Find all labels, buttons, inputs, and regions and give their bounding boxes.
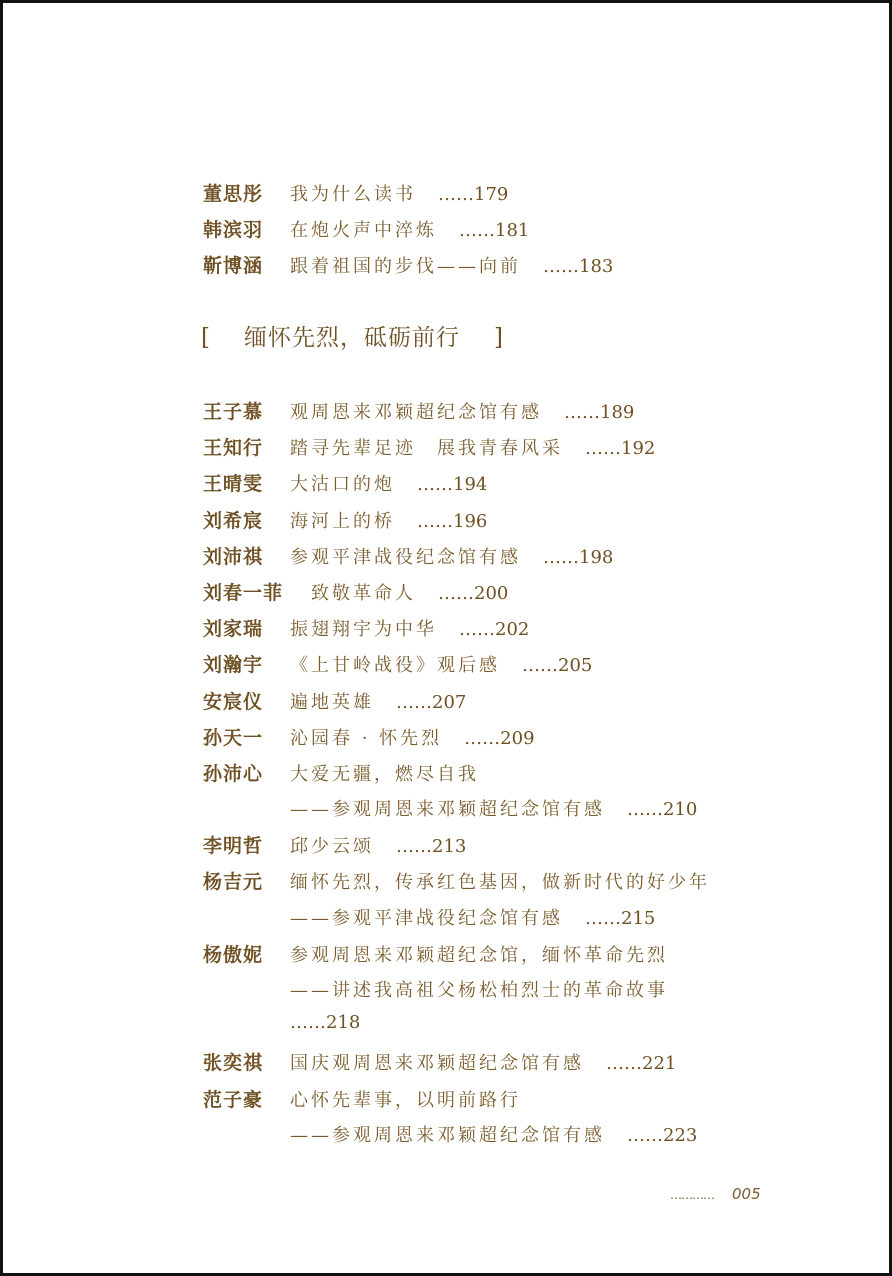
toc-entry-continuation [203, 795, 843, 831]
entry-page: ……198 [543, 546, 614, 568]
toc-top-list [203, 179, 823, 288]
entry-title: 跟着祖国的步伐——向前 [290, 256, 521, 278]
toc-entry [203, 215, 823, 251]
toc-entry [203, 179, 823, 215]
entry-page: ……218 [290, 1012, 361, 1034]
folio-dots: ………… [670, 1188, 714, 1202]
entry-page: ……194 [417, 474, 488, 496]
section-open-bracket: [ [201, 325, 210, 351]
entry-title: 踏寻先辈足迹 展我青春风采 [290, 438, 563, 460]
entry-title: 振翅翔宇为中华 [290, 619, 437, 641]
entry-page: ……200 [438, 582, 509, 604]
entry-title: 国庆观周恩来邓颖超纪念馆有感 [290, 1053, 584, 1075]
entry-author: 刘家瑞 [203, 618, 264, 641]
entry-subtitle: ——参观周恩来邓颖超纪念馆有感 [290, 1124, 605, 1146]
entry-subtitle: ——讲述我高祖父杨松柏烈士的革命故事 [290, 980, 668, 1001]
toc-entry [203, 614, 843, 650]
toc-entry [203, 650, 843, 686]
entry-subtitle: ——参观平津战役纪念馆有感 [290, 907, 563, 929]
entry-title: 心怀先辈事，以明前路行 [290, 1089, 521, 1111]
entry-subtitle: ——参观周恩来邓颖超纪念馆有感 [290, 799, 605, 821]
toc-entry [203, 542, 843, 578]
entry-title: 致敬革命人 [311, 582, 416, 604]
entry-page: ……181 [459, 220, 530, 242]
toc-entry [203, 687, 843, 723]
entry-author: 王子慕 [203, 401, 264, 423]
entry-author: 杨吉元 [203, 871, 264, 894]
entry-author: 安宸仪 [203, 690, 264, 713]
toc-entry [203, 251, 823, 287]
entry-page: ……221 [606, 1053, 677, 1075]
entry-title: 海河上的桥 [290, 510, 395, 532]
entry-page: ……210 [627, 799, 698, 821]
entry-title: 邱少云颂 [290, 836, 374, 858]
entry-author: 刘春一菲 [203, 581, 284, 604]
section-title: 缅怀先烈，砥砺前行 [243, 325, 460, 351]
entry-author: 刘沛祺 [203, 545, 264, 568]
entry-author: 王知行 [203, 437, 264, 460]
entry-page: ……196 [417, 510, 488, 532]
toc-main-list [203, 397, 843, 1157]
entry-author: 韩滨羽 [203, 219, 264, 242]
toc-entry [203, 433, 843, 469]
toc-entry-continuation [203, 904, 843, 940]
entry-page: ……213 [396, 836, 467, 858]
folio-number: 005 [732, 1185, 761, 1203]
entry-title: 大沽口的炮 [290, 474, 395, 496]
entry-author: 靳博涵 [203, 255, 264, 278]
entry-page: ……179 [438, 184, 509, 205]
entry-author: 刘瀚宇 [203, 654, 264, 677]
entry-title: 在炮火声中淬炼 [290, 220, 437, 242]
entry-title: 缅怀先烈，传承红色基因，做新时代的好少年 [290, 872, 710, 894]
entry-title: 参观周恩来邓颖超纪念馆，缅怀革命先烈 [290, 944, 668, 966]
toc-entry-continuation [203, 1012, 843, 1048]
entry-author: 孙天一 [203, 726, 264, 749]
entry-author: 张奕祺 [203, 1052, 264, 1075]
toc-entry [203, 940, 843, 976]
toc-entry-continuation [203, 976, 843, 1012]
entry-page: ……207 [396, 691, 467, 713]
section-close-bracket: ] [493, 325, 503, 351]
entry-page: ……223 [627, 1124, 698, 1146]
entry-title: 遍地英雄 [290, 691, 374, 713]
entry-page: ……192 [585, 438, 656, 460]
entry-page: ……205 [522, 655, 593, 677]
entry-page: ……215 [585, 907, 656, 929]
toc-entry-continuation [203, 1121, 843, 1157]
toc-entry [203, 723, 843, 759]
entry-title: 我为什么读书 [290, 184, 416, 205]
toc-entry [203, 578, 843, 614]
entry-author: 孙沛心 [203, 762, 264, 785]
entry-title: 观周恩来邓颖超纪念馆有感 [290, 402, 542, 423]
toc-entry [203, 759, 843, 795]
entry-author: 刘希宸 [203, 509, 264, 532]
section-heading [201, 319, 503, 352]
entry-page: ……189 [564, 402, 635, 423]
toc-entry [203, 831, 843, 867]
entry-page: ……183 [543, 256, 614, 278]
toc-entry [203, 1085, 843, 1121]
entry-author: 王晴雯 [203, 473, 264, 496]
entry-author: 范子豪 [203, 1088, 264, 1111]
toc-entry [203, 469, 843, 505]
entry-page: ……209 [464, 727, 535, 749]
entry-author: 李明哲 [203, 835, 264, 858]
entry-title: 《上甘岭战役》观后感 [290, 655, 500, 677]
entry-title: 大爱无疆，燃尽自我 [290, 763, 479, 785]
toc-entry [203, 867, 843, 903]
entry-author: 董思彤 [203, 183, 264, 205]
entry-title: 沁园春 · 怀先烈 [290, 727, 443, 749]
page-number [670, 1185, 761, 1203]
entry-page: ……202 [459, 619, 530, 641]
toc-entry [203, 506, 843, 542]
toc-entry [203, 1048, 843, 1084]
entry-author: 杨傲妮 [203, 943, 264, 966]
toc-entry [203, 397, 843, 433]
entry-title: 参观平津战役纪念馆有感 [290, 546, 521, 568]
